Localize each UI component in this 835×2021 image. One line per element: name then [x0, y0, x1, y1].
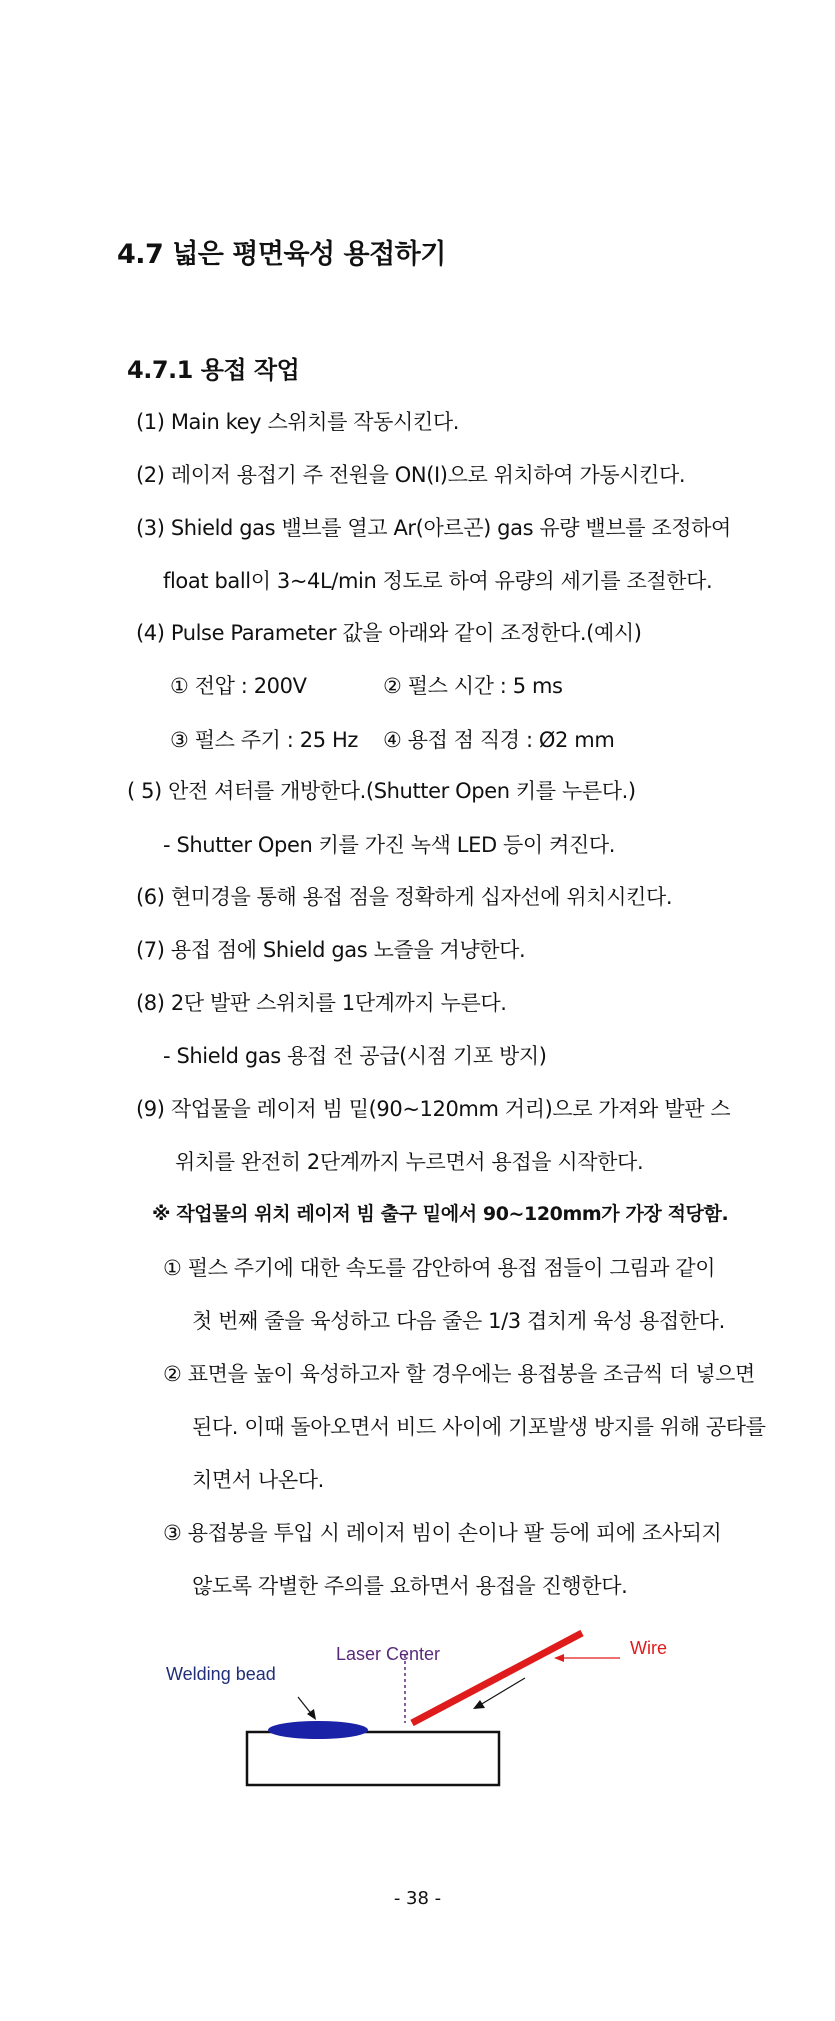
step-4: (4) Pulse Parameter 값을 아래와 같이 조정한다.(예시) [136, 621, 642, 645]
substep-3-continued: 않도록 각별한 주의를 요하면서 용접을 진행한다. [192, 1574, 628, 1598]
substep-2-continued: 된다. 이때 돌아오면서 비드 사이에 기포발생 방지를 위해 공타를 [192, 1415, 766, 1439]
feed-direction-arrowhead [473, 1700, 485, 1709]
step-8: (8) 2단 발판 스위치를 1단계까지 누른다. [136, 991, 507, 1015]
substep-1-continued: 첫 번째 줄을 육성하고 다음 줄은 1/3 겹치게 육성 용접한다. [192, 1309, 725, 1333]
wire-label-arrowhead [554, 1654, 564, 1662]
step-5: ( 5) 안전 셔터를 개방한다.(Shutter Open 키를 누른다.) [127, 779, 636, 803]
workpiece-rect [247, 1732, 499, 1785]
step-6: (6) 현미경을 통해 용접 점을 정확하게 십자선에 위치시킨다. [136, 885, 673, 909]
welding-bead-label: Welding bead [166, 1664, 276, 1684]
laser-center-label: Laser Center [336, 1644, 441, 1664]
section-title: 4.7 넓은 평면육성 용접하기 [117, 239, 446, 270]
step-7: (7) 용접 점에 Shield gas 노즐을 겨냥한다. [136, 938, 526, 962]
wire-label: Wire [630, 1638, 667, 1658]
page-number: - 38 - [393, 1888, 442, 1909]
param-pulse-period: ③ 펄스 주기 : 25 Hz [170, 728, 358, 752]
welding-diagram [150, 1620, 710, 1795]
position-note: ※ 작업물의 위치 레이저 빔 출구 밑에서 90~120mm가 가장 적당함. [152, 1203, 729, 1225]
step-3-continued: float ball이 3~4L/min 정도로 하여 유량의 세기를 조절한다. [163, 569, 713, 593]
substep-2: ② 표면을 높이 육성하고자 할 경우에는 용접봉을 조금씩 더 넣으면 [163, 1362, 755, 1386]
substep-1: ① 펄스 주기에 대한 속도를 감안하여 용접 점들이 그림과 같이 [163, 1256, 716, 1280]
welding-bead-shape [268, 1721, 368, 1739]
step-9-continued: 위치를 완전히 2단계까지 누르면서 용접을 시작한다. [175, 1150, 644, 1174]
step-5-note: - Shutter Open 키를 가진 녹색 LED 등이 켜진다. [163, 833, 615, 857]
substep-3: ③ 용접봉을 투입 시 레이저 빔이 손이나 팔 등에 피에 조사되지 [163, 1521, 722, 1545]
param-pulse-time: ② 펄스 시간 : 5 ms [383, 674, 563, 698]
param-voltage: ① 전압 : 200V [170, 674, 307, 698]
step-9: (9) 작업물을 레이저 빔 밑(90~120mm 거리)으로 가져와 발판 스 [136, 1097, 731, 1121]
step-8-note: - Shield gas 용접 전 공급(시점 기포 방지) [163, 1044, 547, 1068]
substep-2-continued-2: 치면서 나온다. [192, 1468, 324, 1492]
step-2: (2) 레이저 용접기 주 전원을 ON(Ⅰ)으로 위치하여 가동시킨다. [136, 463, 686, 487]
step-3: (3) Shield gas 밸브를 열고 Ar(아르곤) gas 유량 밸브를 조정하여 [136, 516, 731, 540]
step-1: (1) Main key 스위치를 작동시킨다. [136, 410, 459, 434]
param-spot-diameter: ④ 용접 점 직경 : Ø2 mm [383, 728, 615, 752]
subsection-title: 4.7.1 용접 작업 [127, 356, 300, 384]
